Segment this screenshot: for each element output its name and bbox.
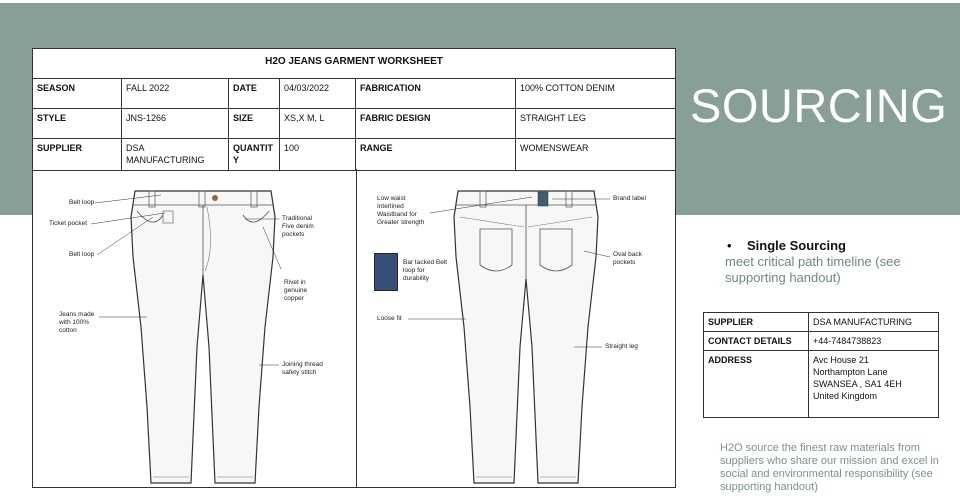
back-loose-fit-label: Loose fit xyxy=(377,315,402,322)
worksheet-row-supplier xyxy=(33,139,675,171)
supplier-table xyxy=(703,312,939,418)
quantity-value: 100 xyxy=(280,139,356,170)
table-row xyxy=(704,313,939,332)
front-rivet-label: Rivet in genuine copper xyxy=(284,279,308,302)
back-bar-tacked-label: Bar tacked Belt loop for durability xyxy=(403,259,448,282)
size-value: XS,X M, L xyxy=(280,109,356,138)
fabrication-label: FABRICATION xyxy=(356,79,516,108)
supplier-label: SUPPLIER xyxy=(33,139,122,170)
address-value-cell xyxy=(809,351,939,418)
back-oval-pockets-label: Oval back pockets xyxy=(613,251,642,266)
sourcing-footer-text: H2O source the finest raw materials from suppliers who share our mission and excel in social and environmental responsibility (see supporting handout) xyxy=(720,442,939,493)
supplier-value: DSA MANUFACTURING xyxy=(122,139,229,170)
front-jeans-made-label: Jeans made with 100% cotton xyxy=(59,311,95,334)
range-label: RANGE xyxy=(356,139,516,170)
fabric-design-label: FABRIC DESIGN xyxy=(356,109,516,138)
supplier-key: SUPPLIER xyxy=(704,313,809,332)
quantity-label: QUANTITY xyxy=(229,139,280,170)
season-label: SEASON xyxy=(33,79,122,108)
front-belt-loop-top-label: Belt loop xyxy=(69,199,95,206)
single-sourcing-heading: Single Sourcing xyxy=(747,238,846,253)
contact-key: CONTACT DETAILS xyxy=(704,332,809,351)
address-line-3: SWANSEA , SA1 4EH xyxy=(813,379,902,389)
back-straight-leg-label: Straight leg xyxy=(605,343,638,350)
table-row xyxy=(704,351,939,418)
address-key: ADDRESS xyxy=(704,351,809,418)
worksheet-row-style xyxy=(33,109,675,139)
fabrication-value: 100% COTTON DENIM xyxy=(520,83,615,93)
range-value: WOMENSWEAR xyxy=(520,143,589,153)
back-annotation-lines xyxy=(356,169,675,487)
back-brand-label-label: Brand label xyxy=(613,195,646,202)
worksheet-title: H2O JEANS GARMENT WORKSHEET xyxy=(33,49,675,79)
front-annotation-lines xyxy=(33,169,356,487)
single-sourcing-text: meet critical path timeline (see supporting handout) xyxy=(725,254,901,285)
bullet-dot-icon: • xyxy=(727,238,732,253)
date-value: 04/03/2022 xyxy=(280,79,356,108)
date-label: DATE xyxy=(229,79,280,108)
address-line-2: Northampton Lane xyxy=(813,367,888,377)
front-joining-thread-label: Joining thread safety stitch xyxy=(282,361,323,376)
front-five-pockets-label: Traditional Five denim pockets xyxy=(282,215,314,238)
address-line-1: Avc House 21 xyxy=(813,355,869,365)
worksheet-row-season xyxy=(33,79,675,109)
contact-value-cell: +44-7484738823 xyxy=(809,332,939,351)
sourcing-title: SOURCING xyxy=(690,79,948,132)
garment-sketch-area xyxy=(33,169,675,487)
back-low-waist-label: Low waist Interlined Waistband for Greater strength xyxy=(377,195,425,226)
style-value: JNS-1266 xyxy=(122,109,229,138)
single-sourcing-block xyxy=(725,238,955,286)
table-row xyxy=(704,332,939,351)
fabric-design-value: STRAIGHT LEG xyxy=(520,113,586,123)
front-belt-loop-side-label: Belt loop xyxy=(69,251,95,258)
supplier-value-cell: DSA MANUFACTURING xyxy=(809,313,939,332)
front-ticket-pocket-label: Ticket pocket xyxy=(49,220,88,227)
season-value: FALL 2022 xyxy=(122,79,229,108)
size-label: SIZE xyxy=(229,109,280,138)
garment-worksheet xyxy=(32,48,676,488)
style-label: STYLE xyxy=(33,109,122,138)
address-line-4: United Kingdom xyxy=(813,391,878,401)
